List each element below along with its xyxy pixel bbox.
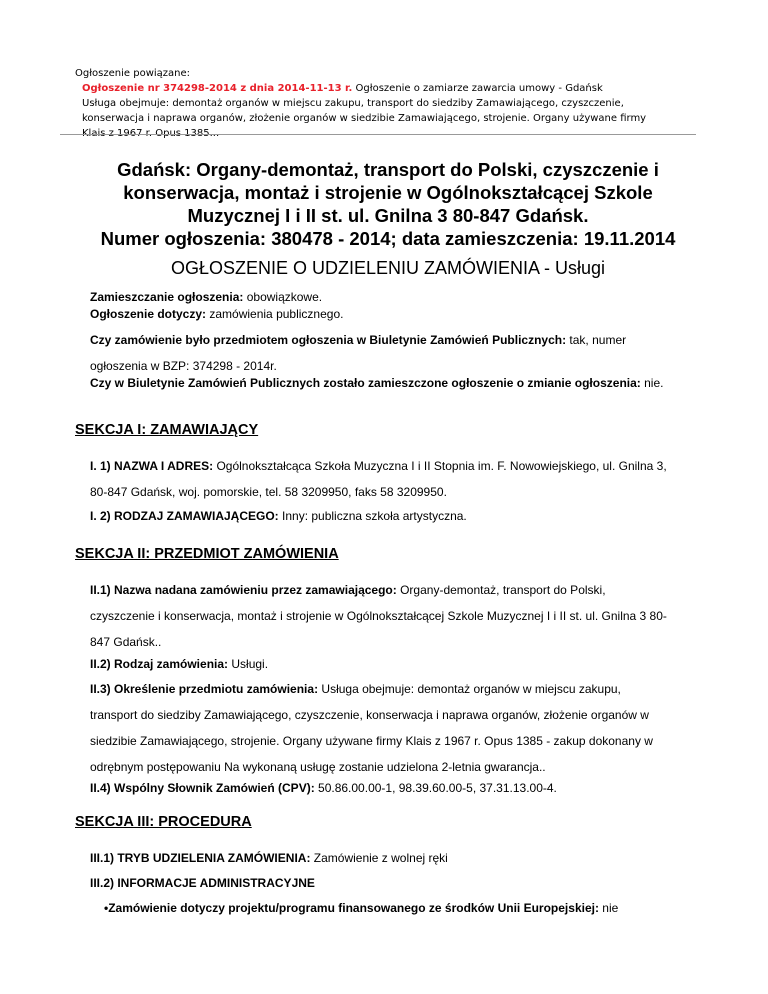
page-subtitle: OGŁOSZENIE O UDZIELENIU ZAMÓWIENIA - Usługi xyxy=(170,258,606,278)
related-notice xyxy=(75,66,700,141)
related-line-3: konserwacja i naprawa organów, złożenie organów w siedzibie Zamawiającego, strojenie. Organy używane firmy xyxy=(82,113,647,124)
section-2-heading: SEKCJA II: PRZEDMIOT ZAMÓWIENIA xyxy=(75,546,339,562)
field-contract-name: II.1) Nazwa nadana zamówieniu przez zamawiającego: Organy-demontaż, transport do Polski, czyszczenie i konserwacja, montaż i strojenie w Ogólnokształcącej Szkole Muzycznej I i II st. ul. Gnilna 3 80- 847 Gdańsk.. xyxy=(90,583,667,649)
section-1-heading: SEKCJA I: ZAMAWIAJĄCY xyxy=(75,422,259,438)
field-name-address: I. 1) NAZWA I ADRES: Ogólnokształcąca Szkoła Muzyczna I i II Stopnia im. F. Nowowiejskiego, ul. Gnilna 3, 80-847 Gdańsk, woj. pomorskie, tel. 58 3209950, faks 58 3209950. xyxy=(90,459,667,499)
field-eu-funding: •Zamówienie dotyczy projektu/programu finansowanego ze środków Unii Europejskiej: nie xyxy=(104,901,619,915)
field-procedure: III.1) TRYB UDZIELENIA ZAMÓWIENIA: Zamówienie z wolnej ręki xyxy=(90,851,448,865)
field-ordering-type: I. 2) RODZAJ ZAMAWIAJĄCEGO: Inny: publiczna szkoła artystyczna. xyxy=(90,509,467,523)
section-3-heading: SEKCJA III: PROCEDURA xyxy=(75,814,252,830)
field-subject: II.3) Określenie przedmiotu zamówienia: Usługa obejmuje: demontaż organów w miejscu zakupu, transport do siedziby Zamawiającego, czyszczenie, konserwacja i naprawa organów, złożenie organów w siedzibie Zamawiającego, strojenie. Organy używane firmy Klais z 1967 r. Opus 1385 - zakup dokonany w odrębnym postępowaniu Na wykonaną usługę zostanie udzielona 2-letnia gwarancja.. xyxy=(90,682,653,774)
related-line-4: Klais z 1967 r. Opus 1385... xyxy=(82,128,220,139)
field-contract-type: II.2) Rodzaj zamówienia: Usługi. xyxy=(90,657,269,671)
field-cpv: II.4) Wspólny Słownik Zamówień (CPV): 50.86.00.00-1, 98.39.60.00-5, 37.31.13.00-4. xyxy=(90,781,557,795)
field-bzp: Czy zamówienie było przedmiotem ogłoszenia w Biuletynie Zamówień Publicznych: tak, numer ogłoszenia w BZP: 374298 - 2014r. xyxy=(90,333,627,373)
page-title: Gdańsk: Organy-demontaż, transport do Polski, czyszczenie i konserwacja, montaż i strojenie w Ogólnokształcącej Szkole Muzycznej I i II st. ul. Gnilna 3 80-847 Gdańsk. Numer ogłoszenia: 380478 - 2014; data zamieszczenia: 19.11.2014 xyxy=(60,158,716,250)
field-admin-info: III.2) INFORMACJE ADMINISTRACYJNE xyxy=(90,876,315,890)
related-line-1: Ogłoszenie nr 374298-2014 z dnia 2014-11-13 r. Ogłoszenie o zamiarze zawarcia umowy - Gdańsk xyxy=(82,83,603,94)
field-change: Czy w Biuletynie Zamówień Publicznych zostało zamieszczone ogłoszenie o zmianie ogłoszenia: nie. xyxy=(90,376,664,390)
related-line-2: Usługa obejmuje: demontaż organów w miejscu zakupu, transport do siedziby Zamawiającego, czyszczenie, xyxy=(82,98,624,109)
related-label: Ogłoszenie powiązane: xyxy=(75,68,191,79)
divider xyxy=(60,134,696,135)
field-publication: Zamieszczanie ogłoszenia: obowiązkowe. xyxy=(90,290,323,304)
related-notice-link[interactable]: Ogłoszenie nr 374298-2014 z dnia 2014-11-13 r. xyxy=(82,83,353,94)
notice-number: Numer ogłoszenia: 380478 - 2014; data zamieszczenia: 19.11.2014 xyxy=(100,228,676,249)
field-concerns: Ogłoszenie dotyczy: zamówienia publicznego. xyxy=(90,307,344,321)
